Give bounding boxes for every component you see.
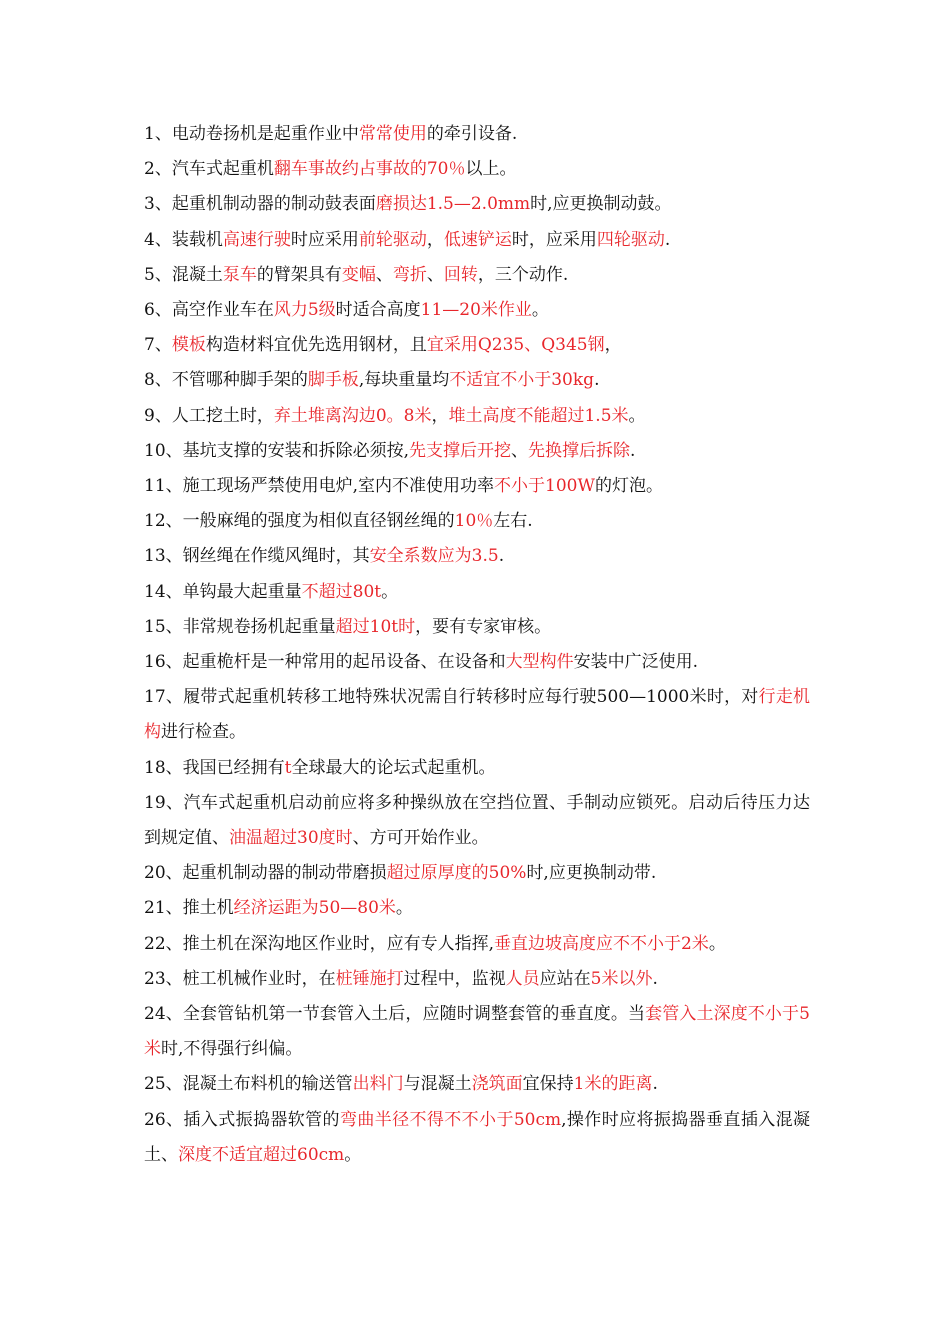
highlighted-text: 出料门 xyxy=(352,1074,404,1095)
list-item xyxy=(144,187,810,222)
list-item xyxy=(144,328,810,363)
item-text: . xyxy=(498,546,505,567)
item-text: . xyxy=(594,370,600,391)
item-text: 26、插入式振捣器软管的 xyxy=(144,1109,340,1130)
highlighted-text: 油温超过30度时 xyxy=(229,828,353,849)
item-text: 与混凝土 xyxy=(403,1074,472,1095)
item-text: 。 xyxy=(708,933,726,954)
list-item xyxy=(144,680,810,750)
highlighted-text: 桩锤施打 xyxy=(335,968,404,989)
item-text: ， xyxy=(431,405,449,426)
item-text: 左右. xyxy=(493,511,533,532)
highlighted-text: 超过原厚度的50% xyxy=(386,863,527,884)
item-text: 5、混凝土 xyxy=(144,264,223,285)
item-text: 2、汽车式起重机 xyxy=(144,159,274,180)
highlighted-text: 宜采用Q235、Q345钢 xyxy=(426,335,605,356)
item-text: 25、混凝土布料机的输送管 xyxy=(144,1074,353,1095)
item-text: ， xyxy=(604,335,622,356)
list-item xyxy=(144,117,810,152)
item-text: ,每块重量均 xyxy=(358,370,450,391)
item-text: 22、推土机在深沟地区作业时，应有专人指挥, xyxy=(144,933,495,954)
highlighted-text: 5米以外 xyxy=(590,968,653,989)
item-text: 、 xyxy=(426,264,444,285)
list-item xyxy=(144,223,810,258)
item-text: 时适合高度 xyxy=(335,300,421,321)
list-item xyxy=(144,258,810,293)
list-item xyxy=(144,1067,810,1102)
list-item xyxy=(144,399,810,434)
highlighted-text: 回转 xyxy=(443,264,478,285)
highlighted-text: 大型构件 xyxy=(505,652,574,673)
highlighted-text: 行走机构 xyxy=(144,687,811,743)
list-item xyxy=(144,786,810,856)
item-text: 19、汽车式起重机启动前应将多种操纵放在空挡位置、手制动应锁死。启动后待压力达到规定值、 xyxy=(144,792,810,849)
highlighted-text: 低速铲运 xyxy=(443,229,512,250)
item-text: 。 xyxy=(531,300,549,321)
highlighted-text: 垂直边坡高度应不不小于2米 xyxy=(494,933,709,954)
item-text: . xyxy=(652,1074,658,1095)
list-item xyxy=(144,1103,810,1173)
highlighted-text: 前轮驱动 xyxy=(358,229,427,250)
item-text: 时,应更换制动带. xyxy=(526,863,657,884)
item-text: 21、推土机 xyxy=(144,898,234,919)
item-text: 、方可开始作业。 xyxy=(352,828,489,849)
highlighted-text: 弃土堆离沟边0。8米 xyxy=(273,405,432,426)
list-item xyxy=(144,575,810,610)
list-item xyxy=(144,891,810,926)
item-text: 17、履带式起重机转移工地特殊状况需自行转移时应每行驶500—1000米时，对 xyxy=(144,687,759,708)
item-text: 。 xyxy=(344,1144,362,1165)
item-text: 15、非常规卷扬机起重量 xyxy=(144,616,336,637)
highlighted-text: 堆土高度不能超过1.5米 xyxy=(448,405,629,426)
highlighted-text: 先支撑后开挖 xyxy=(409,440,512,461)
item-text: 11、施工现场严禁使用电炉,室内不准使用功率 xyxy=(144,476,495,497)
item-text: ,操作时应将振捣器垂直插入混凝土、 xyxy=(144,1109,810,1165)
list-item xyxy=(144,293,810,328)
highlighted-text: 深度不适宜超过60cm xyxy=(178,1144,345,1165)
item-text: 时,不得强行纠偏。 xyxy=(161,1039,303,1060)
item-text: 10、基坑支撑的安装和拆除必须按, xyxy=(144,440,410,461)
list-item xyxy=(144,539,810,574)
item-text: 1、电动卷扬机是起重作业中 xyxy=(144,124,359,144)
list-item xyxy=(144,504,810,539)
highlighted-text: 不适宜不小于30kg xyxy=(449,370,595,391)
list-item xyxy=(144,751,810,786)
list-item xyxy=(144,856,810,891)
highlighted-text: 翻车事故约占事故的70％ xyxy=(273,159,466,180)
highlighted-text: 超过10t时 xyxy=(335,616,416,637)
item-text: 。 xyxy=(395,898,413,919)
highlighted-text: 人员 xyxy=(505,968,540,989)
item-text: 的牵引设备. xyxy=(426,124,518,144)
item-text: 的灯泡。 xyxy=(594,476,663,497)
highlighted-text: 弯折 xyxy=(392,264,427,285)
highlighted-text: 四轮驱动 xyxy=(596,229,665,250)
item-text: 。 xyxy=(628,405,646,426)
item-text: 16、起重桅杆是一种常用的起吊设备、在设备和 xyxy=(144,652,506,673)
highlighted-text: 风力5级 xyxy=(273,300,336,321)
item-text: 、 xyxy=(375,264,393,285)
highlighted-text: t xyxy=(284,757,292,778)
item-text: 时应采用 xyxy=(290,229,359,250)
item-text: 宜保持 xyxy=(522,1074,574,1095)
item-text: 24、全套管钻机第一节套管入土后，应随时调整套管的垂直度。当 xyxy=(144,1004,646,1025)
item-text: 进行检查。 xyxy=(161,722,246,743)
highlighted-text: 脚手板 xyxy=(307,370,359,391)
item-text: 。 xyxy=(381,581,399,602)
item-text: 以上。 xyxy=(465,159,517,180)
list-item xyxy=(144,645,810,680)
highlighted-text: 常常使用 xyxy=(358,124,427,144)
item-text: 23、桩工机械作业时，在 xyxy=(144,968,336,989)
item-text: 18、我国已经拥有 xyxy=(144,757,285,778)
item-text: 14、单钩最大起重量 xyxy=(144,581,302,602)
item-text: 、 xyxy=(511,440,529,461)
item-text: 6、高空作业车在 xyxy=(144,300,274,321)
highlighted-text: 11—20米作业 xyxy=(420,300,532,321)
item-text: 应站在 xyxy=(539,968,591,989)
highlighted-text: 安全系数应为3.5 xyxy=(369,546,499,567)
list-item xyxy=(144,469,810,504)
highlighted-text: 10％ xyxy=(454,511,494,532)
item-text: 7、 xyxy=(144,335,172,356)
highlighted-text: 先换撑后拆除 xyxy=(528,440,631,461)
item-text: 时，应采用 xyxy=(511,229,597,250)
item-text: 构造材料宜优先选用钢材，且 xyxy=(205,335,427,356)
list-item xyxy=(144,363,810,398)
item-text: 8、不管哪种脚手架的 xyxy=(144,370,308,391)
highlighted-text: 弯曲半径不得不不小于50cm xyxy=(339,1109,562,1130)
item-text: 4、装载机 xyxy=(144,229,223,250)
highlighted-text: 经济运距为50—80米 xyxy=(233,898,396,919)
item-text: 9、人工挖土时， xyxy=(144,405,274,426)
item-text: 3、起重机制动器的制动鼓表面 xyxy=(144,194,376,215)
highlighted-text: 不小于100W xyxy=(494,476,595,497)
item-text: ，三个动作. xyxy=(477,264,569,285)
item-text: . xyxy=(664,229,671,250)
highlighted-text: 不超过80t xyxy=(301,581,382,602)
highlighted-text: 高速行驶 xyxy=(222,229,291,250)
item-text: 安装中广泛使用. xyxy=(573,652,699,673)
list-item xyxy=(144,434,810,469)
item-text: 13、钢丝绳在作缆风绳时，其 xyxy=(144,546,370,567)
highlighted-text: 1米的距离 xyxy=(573,1074,653,1095)
document-body xyxy=(144,117,810,1173)
list-item xyxy=(144,927,810,962)
highlighted-text: 变幅 xyxy=(341,264,376,285)
item-text: 过程中，监视 xyxy=(403,968,506,989)
item-text: 的臂架具有 xyxy=(256,264,342,285)
highlighted-text: 套管入土深度不小于5米 xyxy=(144,1004,810,1060)
list-item xyxy=(144,610,810,645)
item-text: ，要有专家审核。 xyxy=(415,616,552,637)
highlighted-text: 浇筑面 xyxy=(471,1074,523,1095)
list-item xyxy=(144,152,810,187)
item-text: . xyxy=(630,440,636,461)
highlighted-text: 模板 xyxy=(171,335,206,356)
item-text: 12、一般麻绳的强度为相似直径钢丝绳的 xyxy=(144,511,455,532)
item-text: 全球最大的论坛式起重机。 xyxy=(291,757,496,778)
item-text: . xyxy=(652,968,658,989)
highlighted-text: 磨损达1.5—2.0mm xyxy=(375,194,531,215)
list-item xyxy=(144,997,810,1067)
item-text: 20、起重机制动器的制动带磨损 xyxy=(144,863,387,884)
item-text: ， xyxy=(426,229,444,250)
highlighted-text: 泵车 xyxy=(222,264,257,285)
list-item xyxy=(144,962,810,997)
item-text: 时,应更换制动鼓。 xyxy=(530,194,672,215)
